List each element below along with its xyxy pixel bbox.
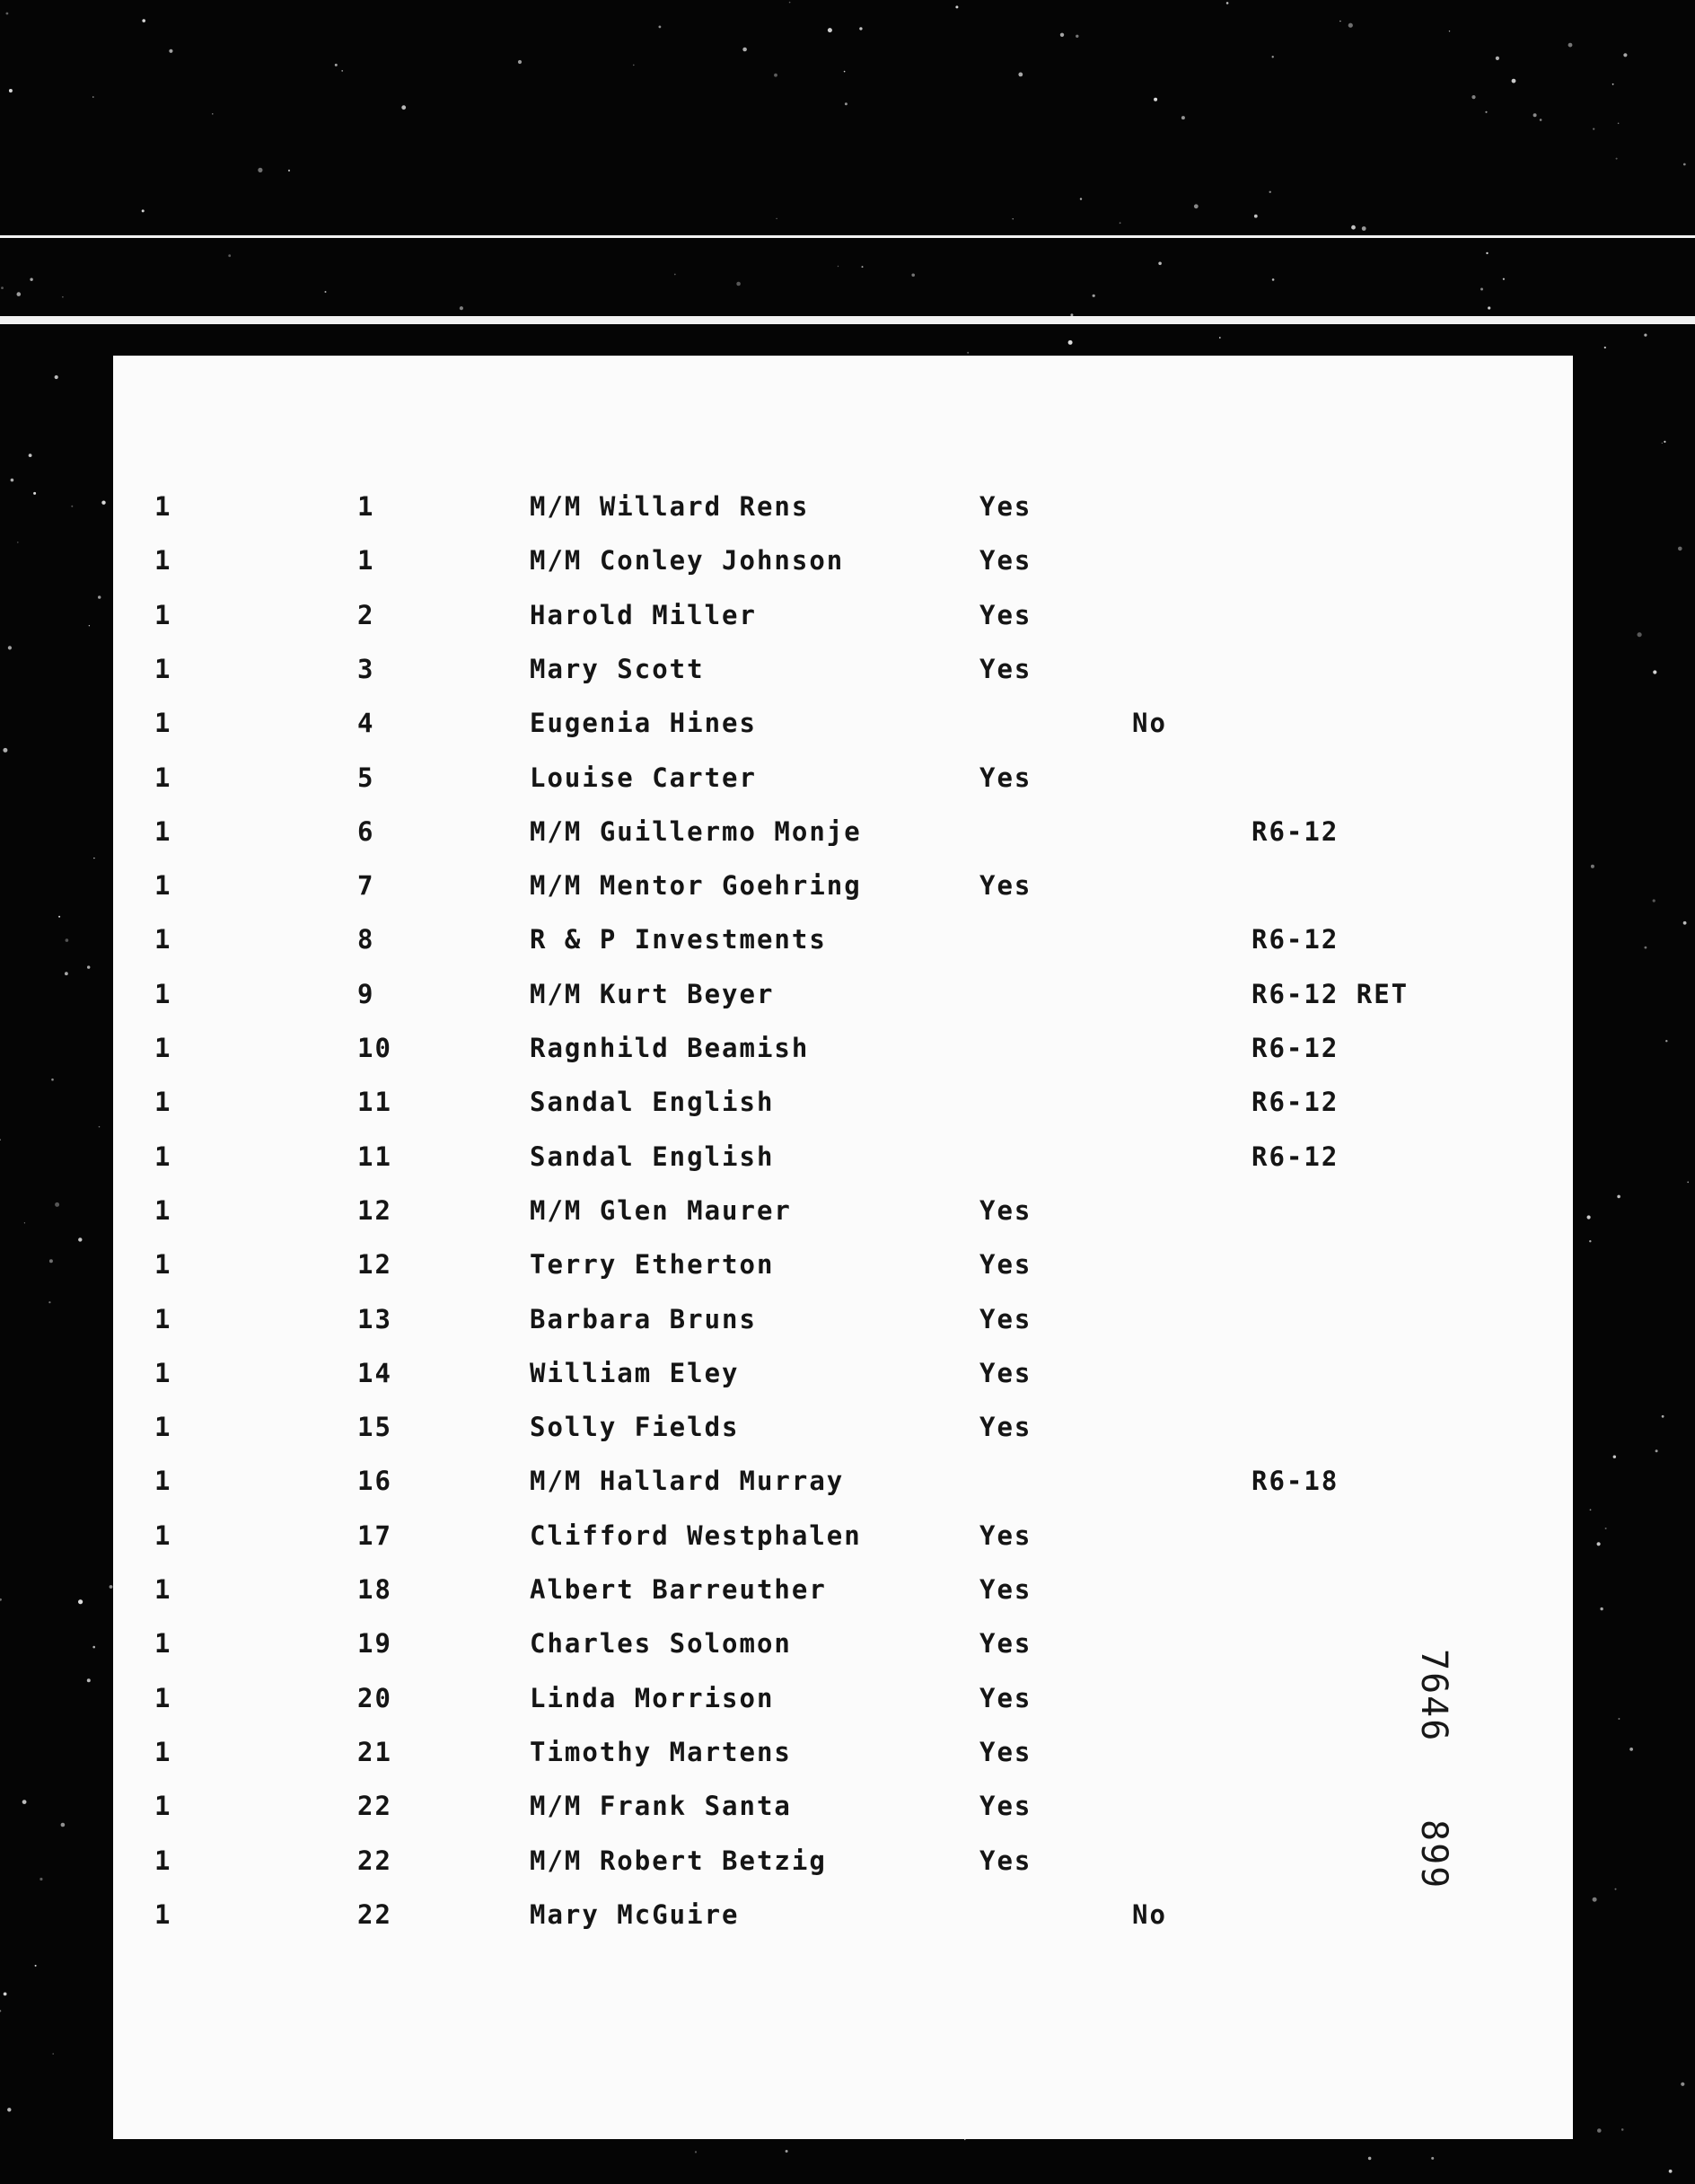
list-item [113, 1030, 1573, 1066]
row-index: 1 [154, 1033, 172, 1063]
row-number: 5 [357, 762, 375, 793]
list-item [113, 1246, 1573, 1282]
row-name: M/M Conley Johnson [530, 545, 845, 576]
row-index: 1 [154, 1845, 172, 1876]
row-name: M/M Kurt Beyer [530, 979, 775, 1009]
row-number: 2 [357, 600, 375, 630]
row-number: 19 [357, 1628, 392, 1659]
row-name: Barbara Bruns [530, 1304, 757, 1334]
list-item [113, 760, 1573, 796]
row-no: No [1132, 1899, 1167, 1930]
row-yes: Yes [979, 1683, 1032, 1713]
list-item [113, 597, 1573, 633]
stamp-number-second: 899 [1413, 1819, 1454, 1890]
list-item [113, 1734, 1573, 1770]
row-zone: R6-18 [1251, 1466, 1339, 1496]
row-yes: Yes [979, 491, 1032, 522]
row-name: Terry Etherton [530, 1249, 775, 1280]
row-number: 15 [357, 1412, 392, 1442]
row-no: No [1132, 708, 1167, 738]
row-name: M/M Frank Santa [530, 1791, 792, 1821]
row-yes: Yes [979, 762, 1032, 793]
row-index: 1 [154, 1899, 172, 1930]
row-index: 1 [154, 1304, 172, 1334]
row-number: 6 [357, 816, 375, 847]
list-item [113, 1409, 1573, 1445]
row-index: 1 [154, 762, 172, 793]
row-number: 14 [357, 1358, 392, 1388]
row-number: 22 [357, 1791, 392, 1821]
row-index: 1 [154, 1737, 172, 1767]
row-index: 1 [154, 1683, 172, 1713]
list-item [113, 1463, 1573, 1499]
row-name: M/M Mentor Goehring [530, 870, 862, 901]
row-yes: Yes [979, 1412, 1032, 1442]
list-item [113, 542, 1573, 578]
row-number: 20 [357, 1683, 392, 1713]
list-item [113, 1625, 1573, 1661]
row-yes: Yes [979, 1358, 1032, 1388]
row-yes: Yes [979, 870, 1032, 901]
scan-rule-line [0, 316, 1695, 324]
row-name: William Eley [530, 1358, 740, 1388]
row-zone: R6-12 [1251, 1033, 1339, 1063]
list-item [113, 1788, 1573, 1824]
row-name: Clifford Westphalen [530, 1520, 862, 1551]
row-yes: Yes [979, 1249, 1032, 1280]
row-name: Harold Miller [530, 600, 757, 630]
row-number: 3 [357, 654, 375, 684]
row-index: 1 [154, 1466, 172, 1496]
list-item [113, 976, 1573, 1012]
row-name: Eugenia Hines [530, 708, 757, 738]
row-index: 1 [154, 491, 172, 522]
list-item [113, 1084, 1573, 1120]
list-item [113, 1518, 1573, 1554]
row-name: M/M Willard Rens [530, 491, 810, 522]
list-item [113, 1680, 1573, 1716]
row-number: 16 [357, 1466, 392, 1496]
row-index: 1 [154, 1520, 172, 1551]
row-number: 9 [357, 979, 375, 1009]
row-zone: R6-12 [1251, 1141, 1339, 1172]
row-number: 21 [357, 1737, 392, 1767]
row-yes: Yes [979, 600, 1032, 630]
row-yes: Yes [979, 1195, 1032, 1226]
row-name: M/M Robert Betzig [530, 1845, 827, 1876]
row-yes: Yes [979, 1737, 1032, 1767]
row-index: 1 [154, 708, 172, 738]
row-zone: R6-12 RET [1251, 979, 1410, 1009]
list-item [113, 1193, 1573, 1228]
row-yes: Yes [979, 545, 1032, 576]
row-index: 1 [154, 600, 172, 630]
row-index: 1 [154, 979, 172, 1009]
row-number: 1 [357, 545, 375, 576]
list-item [113, 1139, 1573, 1175]
row-index: 1 [154, 1195, 172, 1226]
row-index: 1 [154, 654, 172, 684]
row-name: Albert Barreuther [530, 1574, 827, 1605]
list-item [113, 1572, 1573, 1607]
row-yes: Yes [979, 1791, 1032, 1821]
row-number: 22 [357, 1899, 392, 1930]
row-yes: Yes [979, 654, 1032, 684]
row-number: 13 [357, 1304, 392, 1334]
list-item [113, 1897, 1573, 1933]
row-index: 1 [154, 1087, 172, 1117]
list-item [113, 867, 1573, 903]
row-number: 1 [357, 491, 375, 522]
row-yes: Yes [979, 1574, 1032, 1605]
row-index: 1 [154, 1358, 172, 1388]
row-name: Mary Scott [530, 654, 705, 684]
row-number: 17 [357, 1520, 392, 1551]
list-item [113, 921, 1573, 957]
list-item [113, 1301, 1573, 1337]
row-number: 11 [357, 1141, 392, 1172]
row-name: M/M Glen Maurer [530, 1195, 792, 1226]
row-index: 1 [154, 870, 172, 901]
row-index: 1 [154, 1412, 172, 1442]
row-name: Ragnhild Beamish [530, 1033, 810, 1063]
row-yes: Yes [979, 1304, 1032, 1334]
row-index: 1 [154, 545, 172, 576]
list-item [113, 489, 1573, 524]
row-yes: Yes [979, 1845, 1032, 1876]
row-zone: R6-12 [1251, 816, 1339, 847]
row-index: 1 [154, 924, 172, 955]
list-item [113, 705, 1573, 741]
row-number: 18 [357, 1574, 392, 1605]
row-index: 1 [154, 1791, 172, 1821]
row-name: Mary McGuire [530, 1899, 740, 1930]
row-name: Louise Carter [530, 762, 757, 793]
row-number: 7 [357, 870, 375, 901]
row-index: 1 [154, 1628, 172, 1659]
row-name: Charles Solomon [530, 1628, 792, 1659]
row-zone: R6-12 [1251, 924, 1339, 955]
row-number: 10 [357, 1033, 392, 1063]
list-item [113, 1355, 1573, 1391]
row-index: 1 [154, 816, 172, 847]
list-item [113, 651, 1573, 687]
row-index: 1 [154, 1574, 172, 1605]
row-number: 8 [357, 924, 375, 955]
row-number: 12 [357, 1195, 392, 1226]
row-name: R & P Investments [530, 924, 827, 955]
row-name: Sandal English [530, 1087, 775, 1117]
list-item [113, 1843, 1573, 1879]
row-name: M/M Guillermo Monje [530, 816, 862, 847]
row-name: Linda Morrison [530, 1683, 775, 1713]
row-name: Sandal English [530, 1141, 775, 1172]
row-zone: R6-12 [1251, 1087, 1339, 1117]
row-index: 1 [154, 1249, 172, 1280]
row-number: 12 [357, 1249, 392, 1280]
document-page [113, 356, 1573, 2139]
row-yes: Yes [979, 1520, 1032, 1551]
row-index: 1 [154, 1141, 172, 1172]
row-name: M/M Hallard Murray [530, 1466, 845, 1496]
row-number: 11 [357, 1087, 392, 1117]
row-name: Timothy Martens [530, 1737, 792, 1767]
scan-rule-line [0, 235, 1695, 238]
row-name: Solly Fields [530, 1412, 740, 1442]
list-item [113, 814, 1573, 850]
row-number: 4 [357, 708, 375, 738]
stamp-number-first: 7646 [1413, 1649, 1454, 1743]
row-number: 22 [357, 1845, 392, 1876]
row-yes: Yes [979, 1628, 1032, 1659]
